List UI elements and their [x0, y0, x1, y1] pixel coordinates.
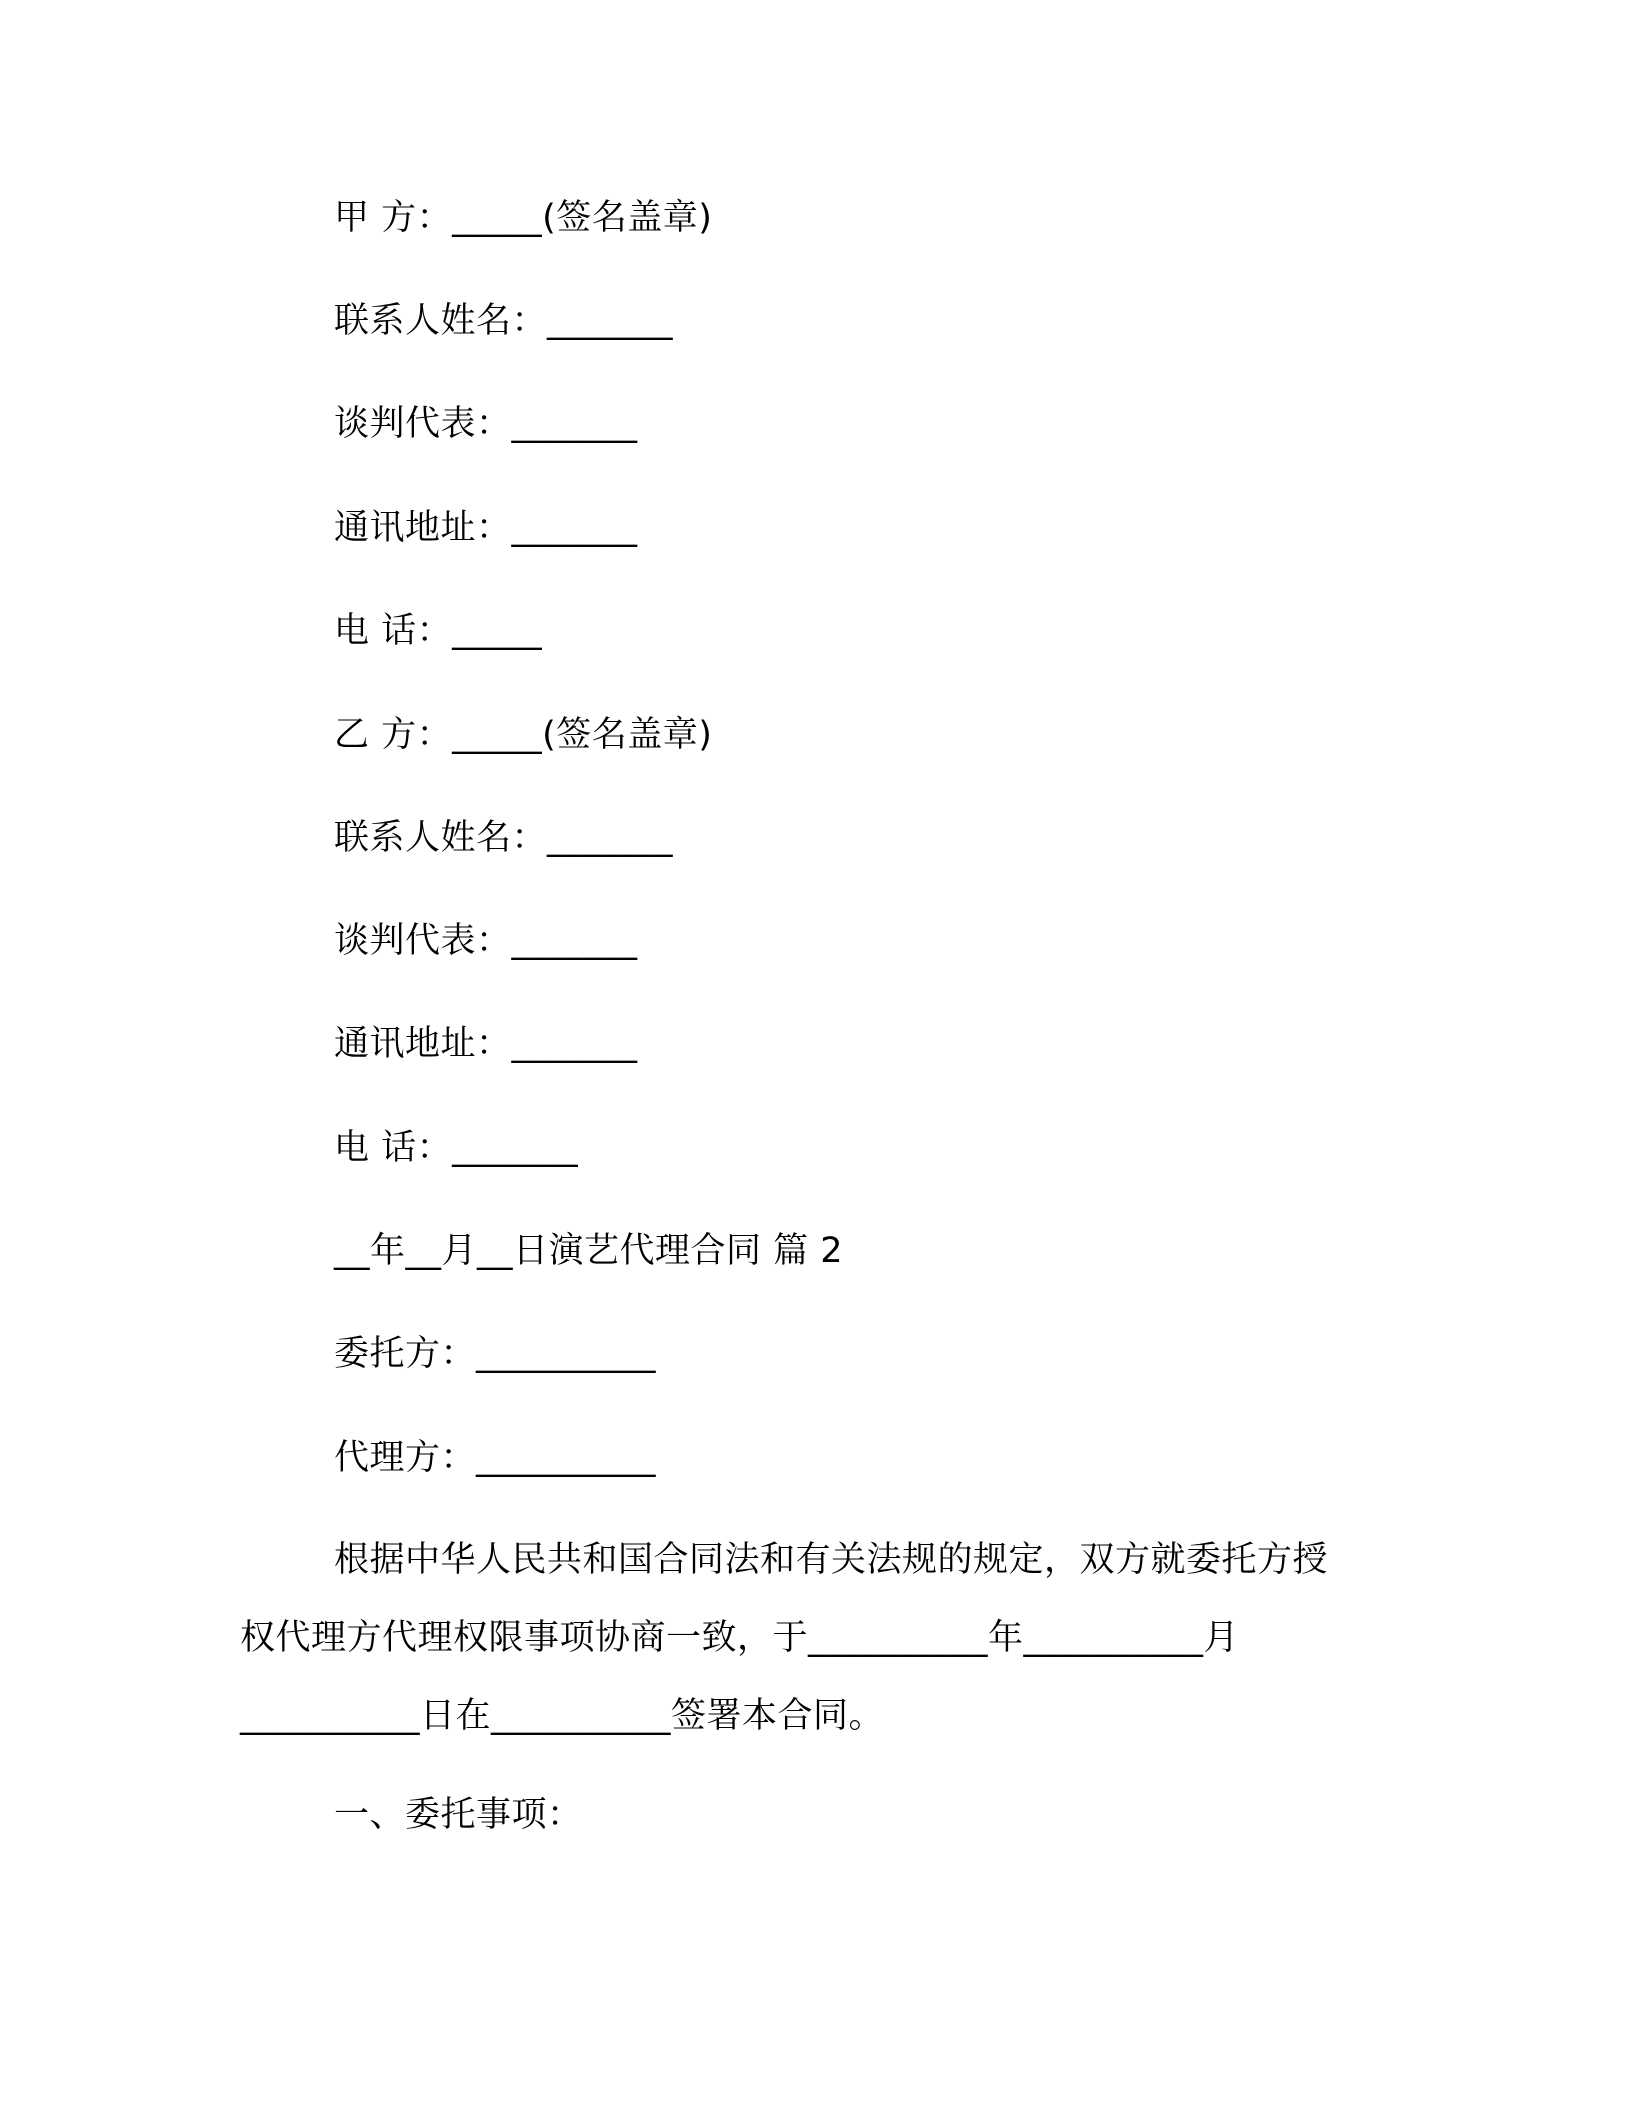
paragraph-line: __________日在__________签署本合同。 [240, 1696, 885, 1736]
party-b-signature-line: 乙 方：_____(签名盖章) [334, 715, 713, 755]
agent-line: 代理方：__________ [334, 1438, 657, 1478]
contract-preamble-paragraph [240, 1521, 1392, 1755]
section-heading: 一、委托事项： [334, 1795, 583, 1835]
party-a-negotiator-line: 谈判代表：_______ [334, 404, 638, 444]
paragraph-line: 权代理方代理权限事项协商一致，于__________年__________月 [240, 1618, 1240, 1658]
paragraph-line: 根据中华人民共和国合同法和有关法规的规定，双方就委托方授 [334, 1540, 1329, 1580]
party-b-address-line: 通讯地址：_______ [334, 1024, 638, 1064]
party-b-phone-line: 电 话：_______ [334, 1128, 579, 1168]
party-b-negotiator-line: 谈判代表：_______ [334, 921, 638, 961]
party-a-signature-line: 甲 方：_____(签名盖章) [334, 198, 713, 238]
party-a-phone-line: 电 话：_____ [334, 611, 543, 651]
party-b-contact-name-line: 联系人姓名：_______ [334, 818, 674, 858]
party-a-contact-name-line: 联系人姓名：_______ [334, 301, 674, 341]
principal-line: 委托方：__________ [334, 1334, 657, 1374]
party-a-address-line: 通讯地址：_______ [334, 508, 638, 548]
contract-title-line: __年__月__日演艺代理合同 篇 2 [334, 1231, 844, 1271]
